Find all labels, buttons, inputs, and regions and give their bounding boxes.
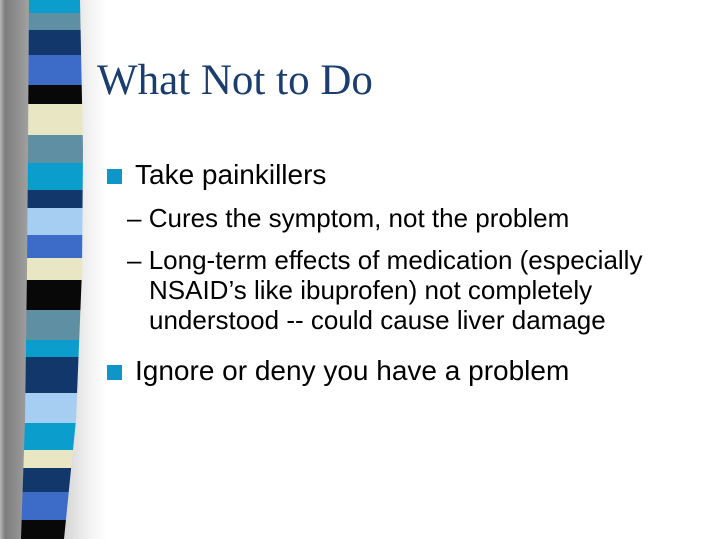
ribbon-stripe <box>0 190 90 208</box>
ribbon-stripe <box>0 13 90 30</box>
ribbon-stripe <box>0 340 90 357</box>
ribbon-stripe <box>0 357 90 393</box>
ribbon-stripe <box>0 104 90 135</box>
bullet-text: Ignore or deny you have a problem <box>135 355 570 386</box>
ribbon-stripe <box>0 450 90 468</box>
ribbon-stripe <box>0 135 90 163</box>
square-bullet-icon <box>107 169 122 184</box>
sub-bullet-text: Cures the symptom, not the problem <box>148 203 570 233</box>
ribbon-stripe <box>0 310 90 340</box>
sub-list-item <box>127 245 695 335</box>
square-bullet-icon <box>107 365 122 380</box>
slide-title: What Not to Do <box>97 57 373 104</box>
ribbon-stripe <box>0 468 90 492</box>
ribbon-stripe <box>0 492 90 520</box>
bullet-text: Take painkillers <box>135 159 327 190</box>
bullet-list <box>103 159 703 387</box>
decorative-sidebar <box>0 0 108 539</box>
dash-bullet-marker: – <box>127 203 142 233</box>
ribbon-stripe <box>0 85 90 104</box>
list-item <box>103 159 703 191</box>
ribbon-stripe <box>0 235 90 258</box>
ribbon-stripe <box>0 55 90 85</box>
ribbon-stripe <box>0 30 90 55</box>
ribbon-stripe <box>0 258 90 280</box>
ribbon-stripe <box>0 280 90 310</box>
ribbon-stripe <box>0 423 90 450</box>
ribbon-stripe <box>0 208 90 235</box>
dash-bullet-marker: – <box>127 245 142 275</box>
ribbon-stripe <box>0 393 90 423</box>
list-item <box>103 355 703 387</box>
sub-list-item <box>127 203 695 233</box>
ribbon-stripe <box>0 520 90 539</box>
ribbon <box>0 0 90 539</box>
ribbon-stripe <box>0 0 90 13</box>
ribbon-stripe <box>0 163 90 190</box>
sub-bullet-text: Long-term effects of medication (especially NSAID’s like ibuprofen) not completely understood -- could cause liver damage <box>148 245 643 335</box>
